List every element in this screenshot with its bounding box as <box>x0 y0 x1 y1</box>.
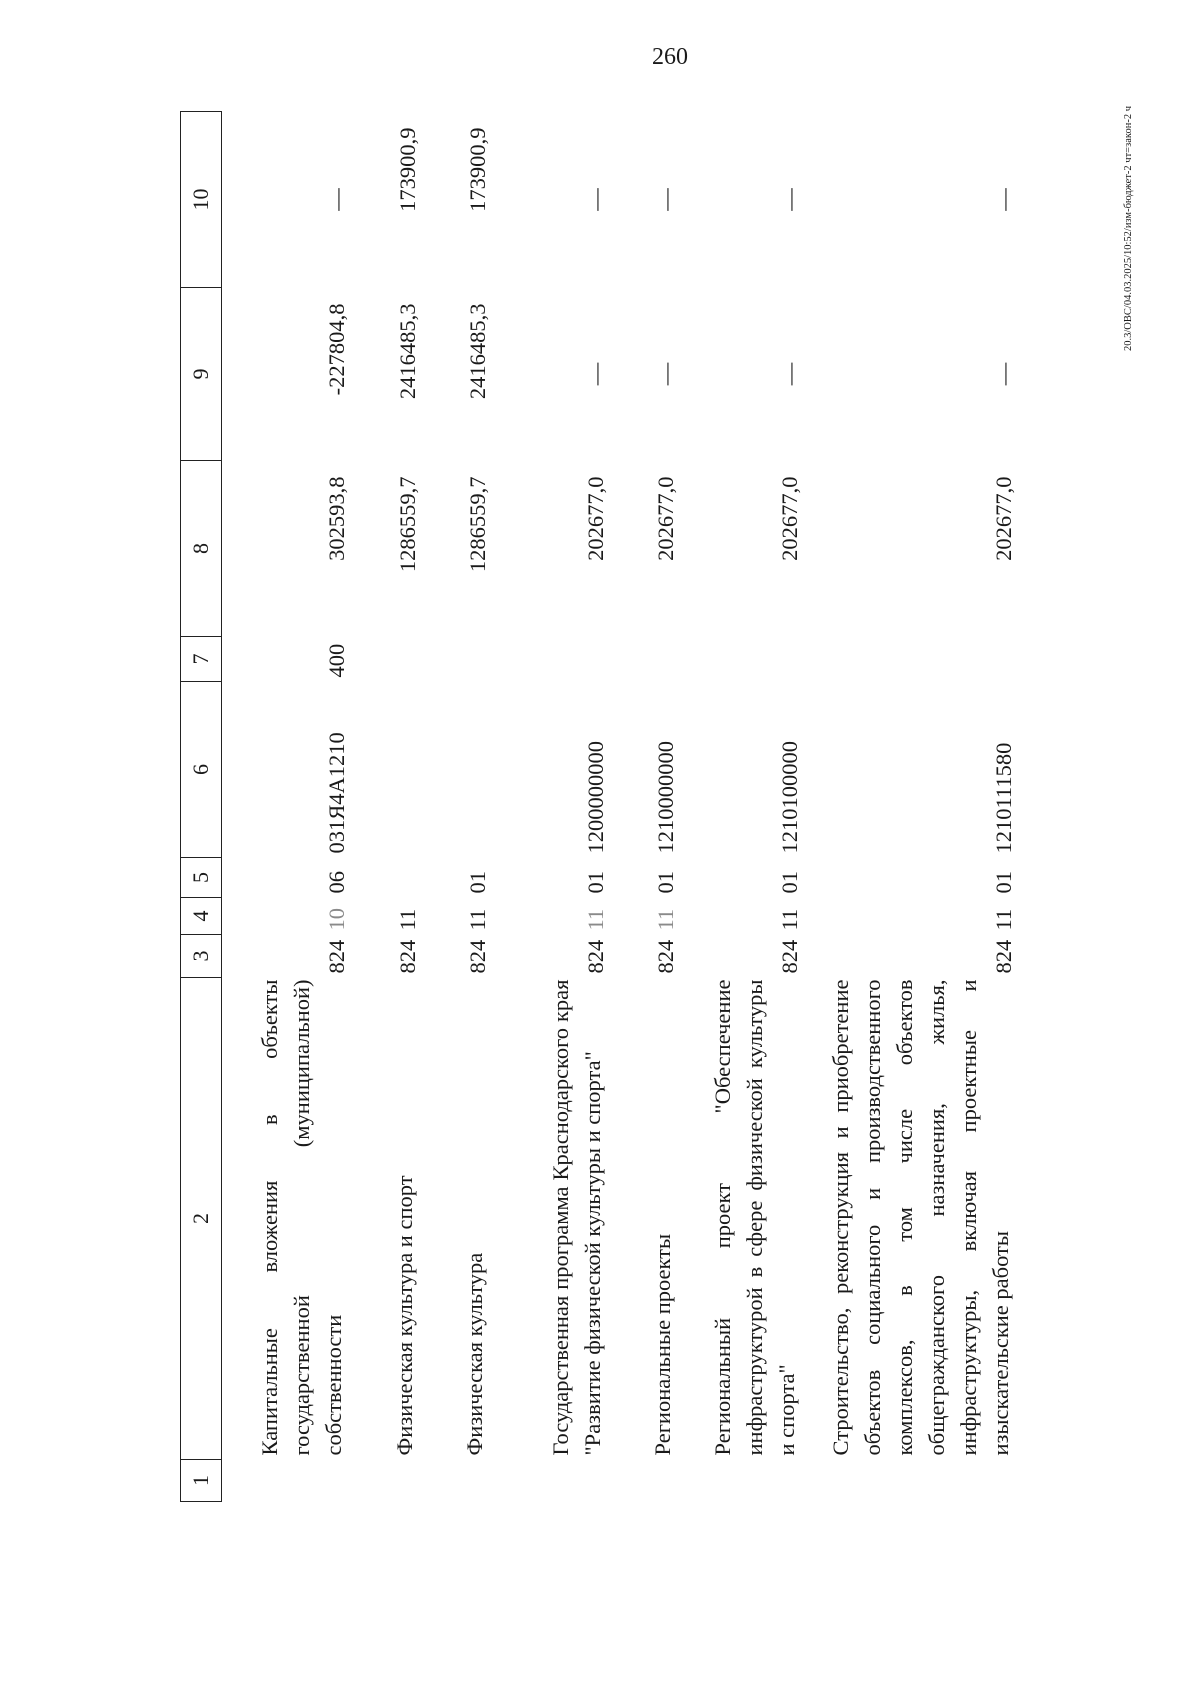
amount-col9-cell: 2416485,3 <box>395 303 420 400</box>
row-index-cell <box>497 1460 615 1502</box>
ministry-code-cell: 824 <box>583 939 608 974</box>
column-number: 7 <box>181 637 222 682</box>
target-article-cell: 1200000000 <box>583 741 608 854</box>
ministry-code-cell: 824 <box>324 939 349 974</box>
target-article-cell <box>358 682 427 858</box>
column-number: 9 <box>181 288 222 461</box>
subsection-code-cell: 01 <box>653 871 678 894</box>
subsection-code-cell: 01 <box>991 871 1016 894</box>
row-index-cell <box>222 1460 359 1502</box>
expense-type-cell <box>615 637 685 682</box>
subsection-code-cell: 01 <box>583 871 608 894</box>
ministry-code-cell: 824 <box>991 939 1016 974</box>
row-name-cell: Физическая культура и спорт <box>392 1175 417 1456</box>
amount-col8-cell: 302593,8 <box>324 476 349 561</box>
row-name-cell: Региональный проект "Обеспечение инфраструктурой в сфере физической культуры и спорта" <box>710 979 799 1456</box>
amount-col8-cell: 202677,0 <box>991 476 1016 561</box>
table-row <box>497 112 615 1502</box>
row-name-cell: Физическая культура <box>462 1252 487 1456</box>
column-number: 6 <box>181 682 222 858</box>
amount-col10-cell: — <box>991 188 1016 211</box>
table-row <box>615 112 685 1502</box>
amount-col10-cell: — <box>583 188 608 211</box>
amount-col8-cell: 202677,0 <box>777 476 802 561</box>
budget-table-sheet <box>180 112 1016 1502</box>
amount-col9-cell: 2416485,3 <box>465 303 490 400</box>
section-code-cell: 11 <box>583 908 608 931</box>
table-row <box>685 112 809 1502</box>
subsection-code-cell: 01 <box>465 871 490 894</box>
subsection-code-cell <box>358 858 427 898</box>
section-code-cell: 11 <box>653 908 678 931</box>
table-row <box>222 112 359 1502</box>
amount-col10-cell: — <box>653 188 678 211</box>
subsection-code-cell: 01 <box>777 871 802 894</box>
page-number: 260 <box>652 44 688 70</box>
section-code-cell: 11 <box>395 908 420 931</box>
amount-col9-cell: — <box>777 362 802 386</box>
expense-type-cell <box>809 637 1025 682</box>
ministry-code-cell: 824 <box>653 939 678 974</box>
row-index-cell <box>685 1460 809 1502</box>
expense-type-cell <box>685 637 809 682</box>
section-code-cell: 11 <box>777 908 802 931</box>
row-index-cell <box>615 1460 685 1502</box>
column-number: 1 <box>181 1460 222 1502</box>
column-number: 2 <box>181 978 222 1460</box>
target-article-cell <box>427 682 497 858</box>
row-index-cell <box>427 1460 497 1502</box>
row-name-cell: Капитальные вложения в объекты государственной (муниципальной) собственности <box>257 979 346 1456</box>
column-number: 5 <box>181 858 222 898</box>
column-number: 10 <box>181 112 222 288</box>
column-number: 3 <box>181 935 222 978</box>
row-index-cell <box>809 1460 1025 1502</box>
amount-col10-cell: — <box>324 188 349 211</box>
ministry-code-cell: 824 <box>777 939 802 974</box>
section-code-cell: 10 <box>324 908 349 931</box>
amount-col8-cell: 1286559,7 <box>465 476 490 573</box>
amount-col8-cell: 202677,0 <box>583 476 608 561</box>
expense-type-cell: 400 <box>324 643 349 678</box>
row-name-cell: Строительство, реконструкция и приобретение объектов социального и производственного комплексов, в том числе объектов общегражданского назначения, жилья, инфраструктуры, включая проектные и изыскательские работы <box>828 979 1013 1456</box>
section-code-cell: 11 <box>465 908 490 931</box>
target-article-cell: 1210000000 <box>653 741 678 854</box>
amount-col9-cell: — <box>583 362 608 386</box>
amount-col10-cell: 173900,9 <box>465 127 490 212</box>
row-name-cell: Государственная программа Краснодарского края "Развитие физической культуры и спорта" <box>548 979 605 1456</box>
amount-col8-cell: 1286559,7 <box>395 476 420 573</box>
target-article-cell: 1210100000 <box>777 741 802 854</box>
amount-col9-cell: — <box>991 362 1016 386</box>
table-row <box>427 112 497 1502</box>
expense-type-cell <box>358 637 427 682</box>
expense-type-cell <box>427 637 497 682</box>
target-article-cell: 031Я4А1210 <box>324 732 349 854</box>
budget-table <box>180 111 1025 1502</box>
amount-col8-cell: 202677,0 <box>653 476 678 561</box>
subsection-code-cell: 06 <box>324 871 349 894</box>
table-row <box>358 112 427 1502</box>
column-number: 8 <box>181 461 222 637</box>
ministry-code-cell: 824 <box>395 939 420 974</box>
ministry-code-cell: 824 <box>465 939 490 974</box>
expense-type-cell <box>497 637 615 682</box>
amount-col10-cell: 173900,9 <box>395 127 420 212</box>
row-index-cell <box>358 1460 427 1502</box>
amount-col9-cell: — <box>653 362 678 386</box>
footer-document-code: 20.3/OBC/04.03.2025/10:52/изм-бюджет-2 чт=закон-2 ч <box>1123 106 1134 351</box>
row-name-cell: Региональные проекты <box>650 1233 675 1456</box>
amount-col9-cell: -227804,8 <box>324 303 349 396</box>
column-number: 4 <box>181 898 222 935</box>
section-code-cell: 11 <box>991 908 1016 931</box>
column-number-row <box>181 112 222 1502</box>
amount-col10-cell: — <box>777 188 802 211</box>
target-article-cell: 1210111580 <box>991 742 1016 854</box>
table-row <box>809 112 1025 1502</box>
